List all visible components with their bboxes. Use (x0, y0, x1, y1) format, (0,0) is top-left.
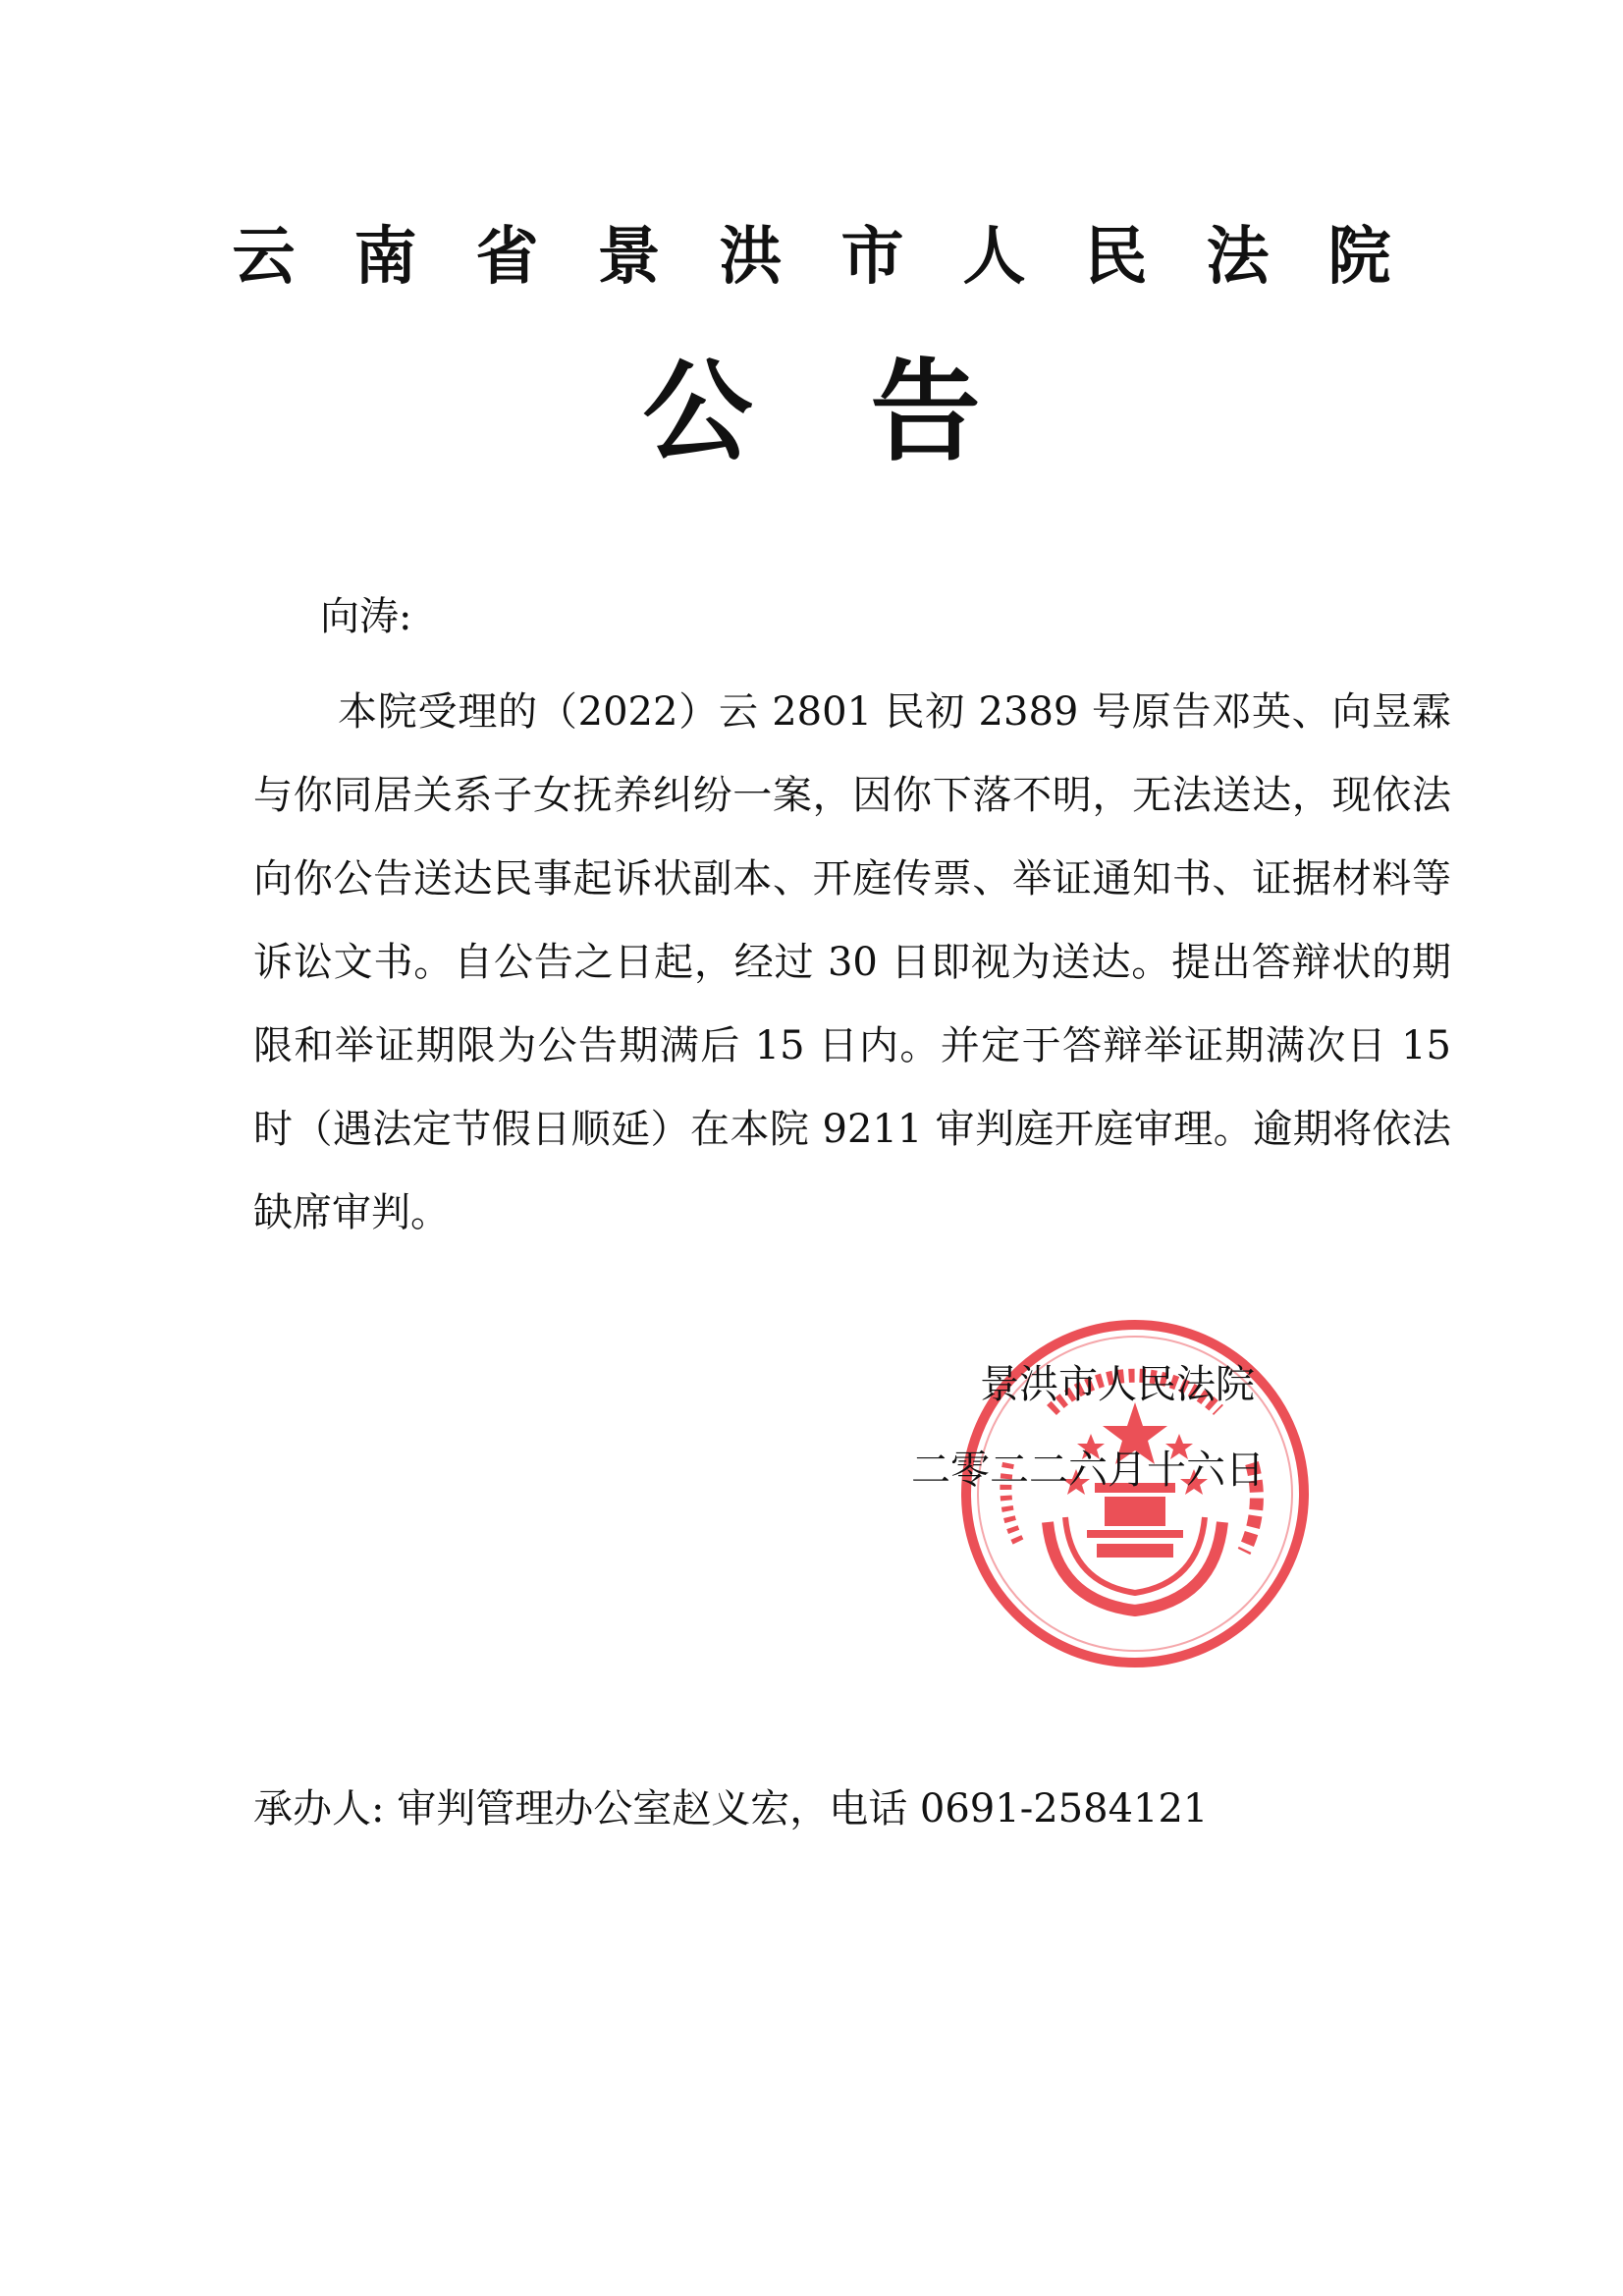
signing-organization: 景洪市人民法院 (980, 1362, 1255, 1407)
addressee: 向涛: (320, 594, 412, 639)
document-title: 公告 (642, 349, 1099, 476)
notice-body: 本院受理的（2022）云 2801 民初 2389 号原告邓英、向昱霖与你同居关系子女抚养纠纷一案，因你下落不明，无法送达，现依法向你公告送达民事起诉状副本、开庭传票、举证通知书、证据材料等诉讼文书。自公告之日起，经过 30 日即视为送达。提出答辩状的期限和举证期限为公告期满后 15 日内。并定于答辩举证期满次日 15 时（遇法定节假日顺延）在本院 9211 审判庭开庭审理。逾期将依法缺席审判。 (253, 689, 1451, 1235)
contact-line: 承办人: 审判管理办公室赵义宏，电话 0691-2584121 (253, 1786, 1209, 1831)
signing-date: 二零二二六月十六日 (911, 1448, 1265, 1493)
court-name: 云南省景洪市人民法院 (232, 221, 1450, 294)
